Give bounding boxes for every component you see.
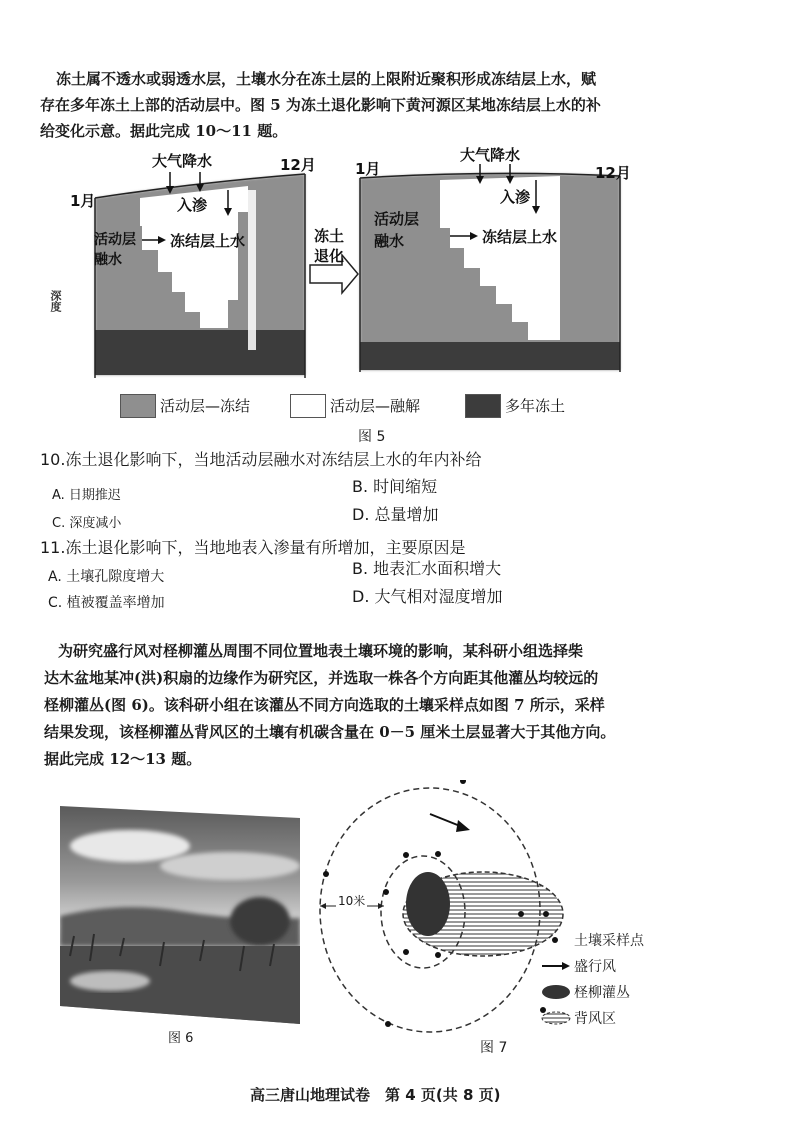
figure-6-photo xyxy=(60,806,300,1026)
fig5-left-infiltration: 入渗 xyxy=(177,196,208,214)
legend-frozen-swatch xyxy=(120,394,156,418)
distance-label: 10米 xyxy=(338,894,366,908)
fig5-right-melt: 活动层 融水 xyxy=(374,210,420,250)
legend-leeward-label: 背风区 xyxy=(574,1011,616,1027)
legend-frozen-label: 活动层—冻结 xyxy=(160,397,251,415)
figure-5 xyxy=(49,146,660,420)
q11-option-d: D. 大气相对湿度增加 xyxy=(352,587,503,606)
q11-option-c: C. 植被覆盖率增加 xyxy=(48,595,165,611)
fig5-left-axis: 深度 xyxy=(49,290,62,312)
figure-5-caption: 图 5 xyxy=(358,429,386,445)
q11-option-a: A. 土壤孔隙度增大 xyxy=(48,569,165,585)
fig5-left-month-end: 12月 xyxy=(280,156,316,174)
wind-arrow xyxy=(430,814,460,826)
fig5-left-target: 冻结层上水 xyxy=(170,232,246,250)
q10-stem: 10.冻土退化影响下，当地活动层融水对冻结层上水的年内补给 xyxy=(40,450,482,469)
fig5-left-precip: 大气降水 xyxy=(152,152,213,170)
q10-option-c: C. 深度减小 xyxy=(52,516,122,531)
fig5-right-precip: 大气降水 xyxy=(460,146,521,164)
figure-7-legend xyxy=(540,928,700,1038)
intro1-line2: 存在多年冻土上部的活动层中。图 5 为冻土退化影响下黄河源区某地冻结层上水的补 xyxy=(40,96,601,114)
figure-7-caption: 图 7 xyxy=(480,1040,508,1056)
intro1-line3: 给变化示意。据此完成 10～11 题。 xyxy=(40,122,288,140)
fig5-arrow-label: 冻土 退化 xyxy=(314,227,345,265)
intro2-line2: 达木盆地某冲(洪)积扇的边缘作为研究区，并选取一株各个方向距其他灌丛均较远的 xyxy=(44,669,599,687)
intro2-line1: 为研究盛行风对柽柳灌丛周围不同位置地表土壤环境的影响，某科研小组选择柴 xyxy=(58,642,584,660)
fig5-left-melt: 活动层 融水 xyxy=(94,232,136,268)
intro2-line4: 结果发现，该柽柳灌丛背风区的土壤有机碳含量在 0－5 厘米土层显著大于其他方向。 xyxy=(44,723,616,741)
q10-option-d: D. 总量增加 xyxy=(352,505,439,524)
fig5-right-month-end: 12月 xyxy=(595,164,631,182)
legend-wind-label: 盛行风 xyxy=(574,959,616,975)
legend-sample-point-icon xyxy=(552,937,558,943)
figure-5-graphic xyxy=(60,150,660,420)
q11-option-b: B. 地表汇水面积增大 xyxy=(352,559,502,578)
fig5-right-month-start: 1月 xyxy=(355,160,381,178)
intro1-line1: 冻土属不透水或弱透水层，土壤水分在冻土层的上限附近聚积形成冻结层上水，赋 xyxy=(56,70,597,88)
legend-thawed-swatch xyxy=(290,394,326,418)
shrub xyxy=(406,872,450,936)
legend-permafrost-label: 多年冻土 xyxy=(505,397,566,415)
page-footer: 高三唐山地理试卷 第 4 页(共 8 页) xyxy=(250,1086,501,1104)
legend-shrub-icon xyxy=(542,985,570,999)
legend-sample-point-label: 土壤采样点 xyxy=(574,933,644,949)
figure-5-legend xyxy=(120,392,660,418)
figure-6-caption: 图 6 xyxy=(168,1031,194,1046)
legend-leeward-icon xyxy=(542,1012,570,1024)
q10-option-a: A. 日期推迟 xyxy=(52,488,121,503)
legend-permafrost-swatch xyxy=(465,394,501,418)
fig5-right-infiltration: 入渗 xyxy=(500,188,531,206)
q11-stem: 11.冻土退化影响下，当地地表入渗量有所增加，主要原因是 xyxy=(40,538,466,557)
legend-thawed-label: 活动层—融解 xyxy=(330,397,421,415)
fig5-left-month-start: 1月 xyxy=(70,192,96,210)
intro2-line3: 柽柳灌丛(图 6)。该科研小组在该灌丛不同方向选取的土壤采样点如图 7 所示，采样 xyxy=(44,696,605,714)
fig5-right-target: 冻结层上水 xyxy=(482,228,558,246)
legend-shrub-label: 柽柳灌丛 xyxy=(574,985,630,1001)
q10-option-b: B. 时间缩短 xyxy=(352,477,438,496)
fig5-right-panel xyxy=(360,164,620,372)
intro2-line5: 据此完成 12～13 题。 xyxy=(44,750,202,768)
